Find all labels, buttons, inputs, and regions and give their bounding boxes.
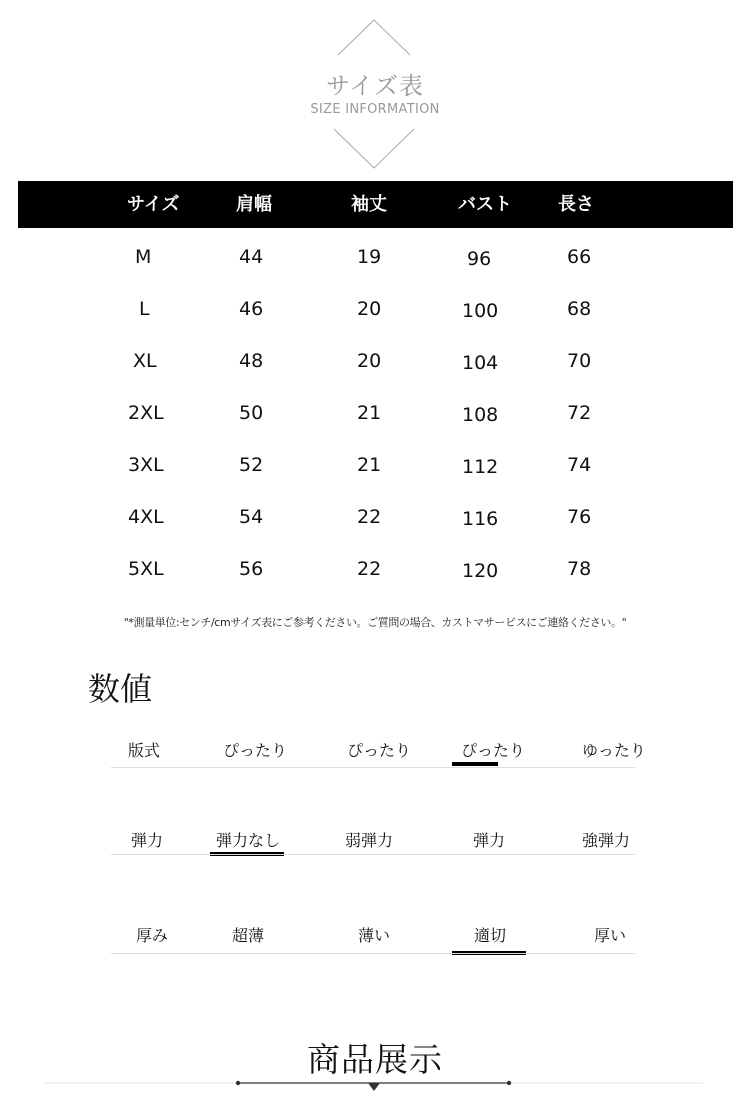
attr-label-thickness: 厚み xyxy=(136,926,169,945)
table-cell-sleeve: 20 xyxy=(357,350,382,372)
table-cell-shoulder: 46 xyxy=(239,298,264,320)
table-header-length: 長さ xyxy=(558,194,594,215)
table-cell-shoulder: 44 xyxy=(239,246,264,268)
selected-marker xyxy=(452,762,498,766)
table-cell-bust: 96 xyxy=(467,248,492,270)
table-header-shoulder: 肩幅 xyxy=(236,194,272,215)
table-cell-length: 76 xyxy=(567,506,592,528)
table-cell-sleeve: 21 xyxy=(357,402,382,424)
attr-option-selected: 弾力なし xyxy=(216,831,281,850)
measurement-note: "*測量単位:センチ/cmサイズ表にご参考ください。ご質問の場合、カストマサービスにご連絡ください。" xyxy=(123,616,627,629)
table-cell-sleeve: 22 xyxy=(357,506,382,528)
attr-option-selected: 適切 xyxy=(474,926,507,945)
table-cell-bust: 120 xyxy=(462,560,499,582)
table-cell-sleeve: 20 xyxy=(357,298,382,320)
attr-divider xyxy=(111,854,635,855)
table-cell-length: 72 xyxy=(567,402,592,424)
table-cell-length: 74 xyxy=(567,454,592,476)
attr-option-selected: ぴったり xyxy=(461,741,526,760)
table-cell-bust: 104 xyxy=(462,352,499,374)
table-header-sleeve: 袖丈 xyxy=(351,194,387,215)
table-cell-size: XL xyxy=(133,350,157,372)
table-cell-shoulder: 56 xyxy=(239,558,264,580)
attr-option: 弱弾力 xyxy=(345,831,394,850)
attr-divider xyxy=(111,767,635,768)
table-cell-bust: 112 xyxy=(462,456,499,478)
footer-divider-ornament xyxy=(0,1075,750,1105)
table-cell-length: 78 xyxy=(567,558,592,580)
table-cell-shoulder: 54 xyxy=(239,506,264,528)
attr-option: ゆったり xyxy=(582,741,646,760)
attr-divider xyxy=(111,953,635,954)
table-cell-size: 2XL xyxy=(128,402,164,424)
table-cell-length: 68 xyxy=(567,298,592,320)
table-header-bust: バスト xyxy=(458,194,512,215)
size-table-header xyxy=(18,181,733,228)
table-cell-size: 5XL xyxy=(128,558,164,580)
table-cell-shoulder: 52 xyxy=(239,454,264,476)
values-section-title: 数値 xyxy=(88,670,153,708)
table-cell-size: L xyxy=(139,298,150,320)
attr-option: 強弾力 xyxy=(582,831,631,850)
size-chart-subtitle: SIZE INFORMATION xyxy=(310,102,440,117)
table-cell-sleeve: 21 xyxy=(357,454,382,476)
attr-option: 厚い xyxy=(594,926,627,945)
attr-option: 薄い xyxy=(358,926,391,945)
table-cell-size: 3XL xyxy=(128,454,164,476)
attr-option: ぴったり xyxy=(347,741,412,760)
table-cell-length: 70 xyxy=(567,350,592,372)
table-cell-bust: 100 xyxy=(462,300,499,322)
attr-option: 超薄 xyxy=(232,926,265,945)
table-cell-sleeve: 19 xyxy=(357,246,382,268)
table-cell-bust: 116 xyxy=(462,508,499,530)
size-chart-title: サイズ表 xyxy=(325,72,425,100)
table-cell-shoulder: 48 xyxy=(239,350,264,372)
product-display-title: 商品展示 xyxy=(307,1040,443,1079)
table-cell-length: 66 xyxy=(567,246,592,268)
table-cell-size: 4XL xyxy=(128,506,164,528)
attr-label-elasticity: 弾力 xyxy=(131,831,164,850)
table-cell-size: M xyxy=(135,246,152,268)
attr-option: ぴったり xyxy=(223,741,288,760)
attr-label-fit: 版式 xyxy=(128,741,161,760)
attr-option: 弾力 xyxy=(473,831,506,850)
table-header-size: サイズ xyxy=(127,194,180,215)
table-cell-sleeve: 22 xyxy=(357,558,382,580)
table-cell-shoulder: 50 xyxy=(239,402,264,424)
table-cell-bust: 108 xyxy=(462,404,499,426)
